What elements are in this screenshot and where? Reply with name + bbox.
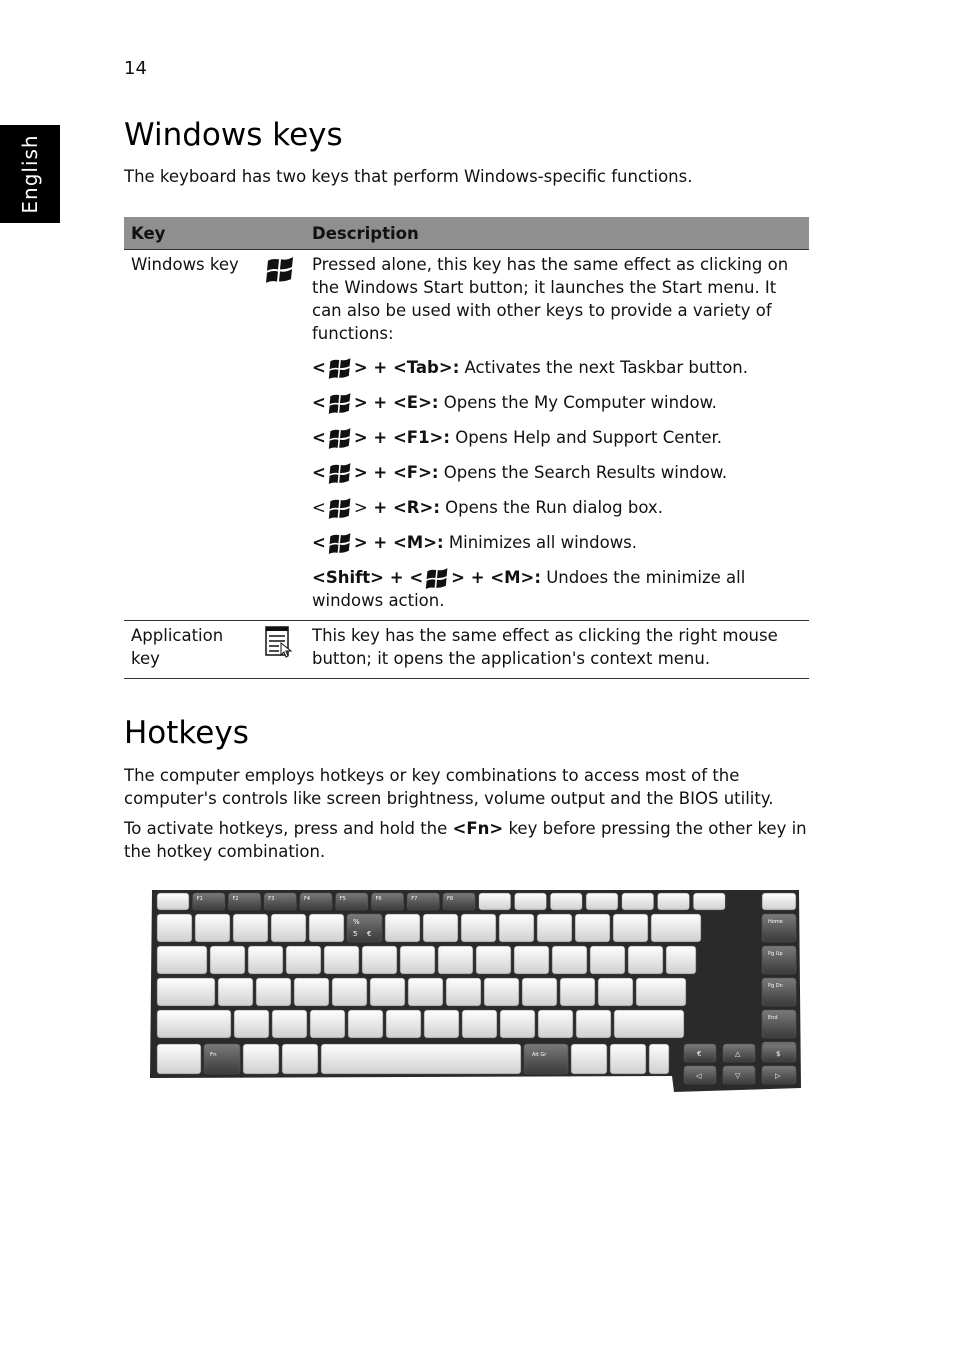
table-row-application-key: [124, 621, 809, 679]
spacebar: [321, 1044, 521, 1074]
keyboard-key: [248, 946, 283, 974]
keyboard-key: [234, 1010, 269, 1038]
key-label: ▷: [775, 1072, 781, 1080]
keyboard-key: [309, 914, 344, 942]
keyboard-key: [195, 914, 230, 942]
keyboard-key: [622, 893, 654, 910]
windows-logo-icon: [326, 425, 354, 449]
application-key-name: Application key: [124, 621, 260, 679]
keyboard-key: [575, 914, 610, 942]
keyboard-key: [348, 1010, 383, 1038]
windows-key-description: Pressed alone, this key has the same effect as clicking on the Windows Start button; it launches the Start menu. It can also be used with other keys to provide a variety of functions:: [312, 255, 789, 343]
keyboard-key: [157, 978, 215, 1006]
combo-keys: > + <Tab>:: [353, 358, 460, 377]
keyboard-key: [386, 1010, 421, 1038]
keyboard-key: [538, 1010, 573, 1038]
keyboard-key: [256, 978, 291, 1006]
keyboard-key: [157, 1044, 201, 1074]
keyboard-key: [462, 1010, 497, 1038]
hotkeys-paragraph-2: [124, 817, 814, 863]
keyboard-key: [332, 978, 367, 1006]
hotkeys-paragraph-2-before: To activate hotkeys, press and hold the: [124, 819, 453, 838]
keyboard-key: [693, 893, 725, 910]
keyboard-key: [362, 946, 397, 974]
key-label: F5: [339, 896, 346, 902]
keyboard-key: [157, 946, 207, 974]
windows-logo-icon: [326, 495, 354, 519]
keyboard-key: [424, 1010, 459, 1038]
key-label: Pg Up: [768, 951, 783, 957]
combo-prefix: <Shift> + <: [312, 568, 424, 587]
keyboard-key: [576, 1010, 611, 1038]
windows-keys-table: [124, 217, 809, 679]
keyboard-key: [614, 1010, 684, 1038]
keyboard-key: [423, 914, 458, 942]
page-number: 14: [124, 58, 147, 79]
combo-keys: > + <F1>:: [353, 428, 450, 447]
keyboard-key: [408, 978, 443, 1006]
keyboard-key: [324, 946, 359, 974]
key-label: Pg Dn: [768, 983, 783, 989]
combo-lt: <: [312, 463, 326, 482]
combo-text: Opens the Search Results window.: [438, 463, 728, 482]
keyboard-key: [272, 1010, 307, 1038]
keyboard-key: [560, 978, 595, 1006]
key-label: Alt Gr: [532, 1052, 547, 1058]
windows-logo-icon: [326, 460, 354, 484]
windows-logo-icon: [326, 390, 354, 414]
keyboard-image: [148, 888, 803, 1094]
key-label: ◁: [696, 1072, 702, 1080]
hotkeys-title: Hotkeys: [124, 715, 249, 751]
combo-text: Opens the My Computer window.: [438, 393, 717, 412]
keyboard-key: [157, 914, 192, 942]
keyboard-key: [552, 946, 587, 974]
keyboard-key: [484, 978, 519, 1006]
keyboard-key: [243, 1044, 279, 1074]
key-label: F6: [375, 896, 382, 902]
keyboard-key: [762, 893, 796, 910]
keyboard-key: [590, 946, 625, 974]
combo-item: [312, 530, 802, 554]
key-label: Home: [768, 919, 783, 925]
key-label: F1: [196, 896, 203, 902]
combo-keys: > + <F>:: [353, 463, 439, 482]
combo-item: [312, 565, 802, 612]
key-label: F7: [411, 896, 418, 902]
keyboard-key: [400, 946, 435, 974]
keyboard-key: [286, 946, 321, 974]
key-label: $: [776, 1050, 781, 1058]
keyboard-key: [628, 946, 663, 974]
combo-keys: > + <M>:: [451, 568, 541, 587]
language-tab-label: English: [18, 134, 42, 214]
key-label: €: [367, 930, 372, 938]
keyboard-key: [522, 978, 557, 1006]
combo-text: Activates the next Taskbar button.: [459, 358, 749, 377]
table-header-row: [124, 217, 809, 250]
alt-gr-key: [524, 1044, 568, 1074]
keyboard-key: [586, 893, 618, 910]
keyboard-key: [571, 1044, 607, 1074]
application-key-description: This key has the same effect as clicking the right mouse button; it opens the application's context menu.: [305, 621, 809, 679]
key-label: F2: [232, 896, 239, 902]
keyboard-key: [514, 946, 549, 974]
keyboard-key: [218, 978, 253, 1006]
application-menu-icon: [260, 621, 305, 679]
hotkeys-paragraph-1: The computer employs hotkeys or key combinations to access most of the computer's controls like screen brightness, volume output and the BIOS utility.: [124, 766, 774, 808]
keyboard-key: [282, 1044, 318, 1074]
header-key: Key: [124, 217, 305, 250]
fn-key: [204, 1044, 240, 1074]
windows-key-name: Windows key: [124, 250, 260, 621]
key-label: F3: [268, 896, 275, 902]
combo-gt: >: [353, 498, 368, 517]
keyboard-key: [636, 978, 686, 1006]
key-label: €: [697, 1050, 702, 1058]
combo-text: Opens the Run dialog box.: [439, 498, 663, 517]
keyboard-key: [598, 978, 633, 1006]
key-label: F8: [447, 896, 454, 902]
keyboard-key: [385, 914, 420, 942]
windows-key-combos: [312, 355, 802, 612]
keyboard-key: [461, 914, 496, 942]
keyboard-key: [310, 1010, 345, 1038]
combo-lt: <: [312, 393, 326, 412]
combo-lt: <: [312, 533, 326, 552]
key-label: %: [353, 918, 360, 926]
keyboard-key: [157, 1010, 231, 1038]
windows-logo-icon: [326, 530, 354, 554]
keyboard-key: [157, 893, 189, 910]
keyboard-key: [233, 914, 268, 942]
combo-lt: <: [312, 358, 326, 377]
combo-keys: > + <M>:: [353, 533, 444, 552]
keyboard-key: [271, 914, 306, 942]
windows-logo-icon: [423, 565, 451, 589]
fn-key-reference: <Fn>: [452, 819, 504, 838]
key-label: End: [768, 1015, 778, 1021]
combo-text: Undoes the minimize all windows action.: [312, 568, 746, 610]
keyboard-key: [651, 914, 701, 942]
windows-keys-intro: The keyboard has two keys that perform Windows-specific functions.: [124, 167, 693, 186]
keyboard-key: [500, 1010, 535, 1038]
keyboard-key: [537, 914, 572, 942]
combo-item: [312, 355, 802, 379]
windows-logo-icon: [326, 355, 354, 379]
key-label: ▽: [735, 1072, 741, 1080]
hotkeys-paragraph-2-after: key before pressing the other key in the hotkey combination.: [124, 819, 807, 861]
combo-item: [312, 390, 802, 414]
keyboard-key: [550, 893, 582, 910]
combo-item: [312, 495, 802, 519]
key-label: Fn: [210, 1052, 217, 1058]
keyboard-key: [479, 893, 511, 910]
combo-text: Minimizes all windows.: [443, 533, 638, 552]
keyboard-key: [610, 1044, 646, 1074]
key-label: F4: [304, 896, 311, 902]
header-description: Description: [305, 217, 809, 250]
keyboard-key: [649, 1044, 669, 1074]
key-label: 5: [353, 930, 358, 938]
keyboard-key: [658, 893, 690, 910]
windows-key-description-cell: [305, 250, 809, 621]
combo-lt: <: [312, 428, 326, 447]
windows-logo-icon: [260, 250, 305, 621]
keyboard-key: [370, 978, 405, 1006]
keyboard-key: [499, 914, 534, 942]
keyboard-key: [666, 946, 696, 974]
keyboard-key: [438, 946, 473, 974]
combo-keys: + <R>:: [367, 498, 440, 517]
keyboard-key: [515, 893, 547, 910]
keyboard-key: [210, 946, 245, 974]
keyboard-key: [446, 978, 481, 1006]
combo-text: Opens Help and Support Center.: [449, 428, 723, 447]
table-row-windows-key: [124, 250, 809, 621]
key-label: △: [735, 1050, 741, 1058]
keyboard-key: [476, 946, 511, 974]
combo-item: [312, 425, 802, 449]
keyboard-key: [613, 914, 648, 942]
windows-keys-title: Windows keys: [124, 117, 343, 153]
combo-item: [312, 460, 802, 484]
language-tab: [0, 125, 60, 223]
combo-lt: <: [312, 498, 326, 517]
keyboard-key: [294, 978, 329, 1006]
combo-keys: > + <E>:: [353, 393, 439, 412]
